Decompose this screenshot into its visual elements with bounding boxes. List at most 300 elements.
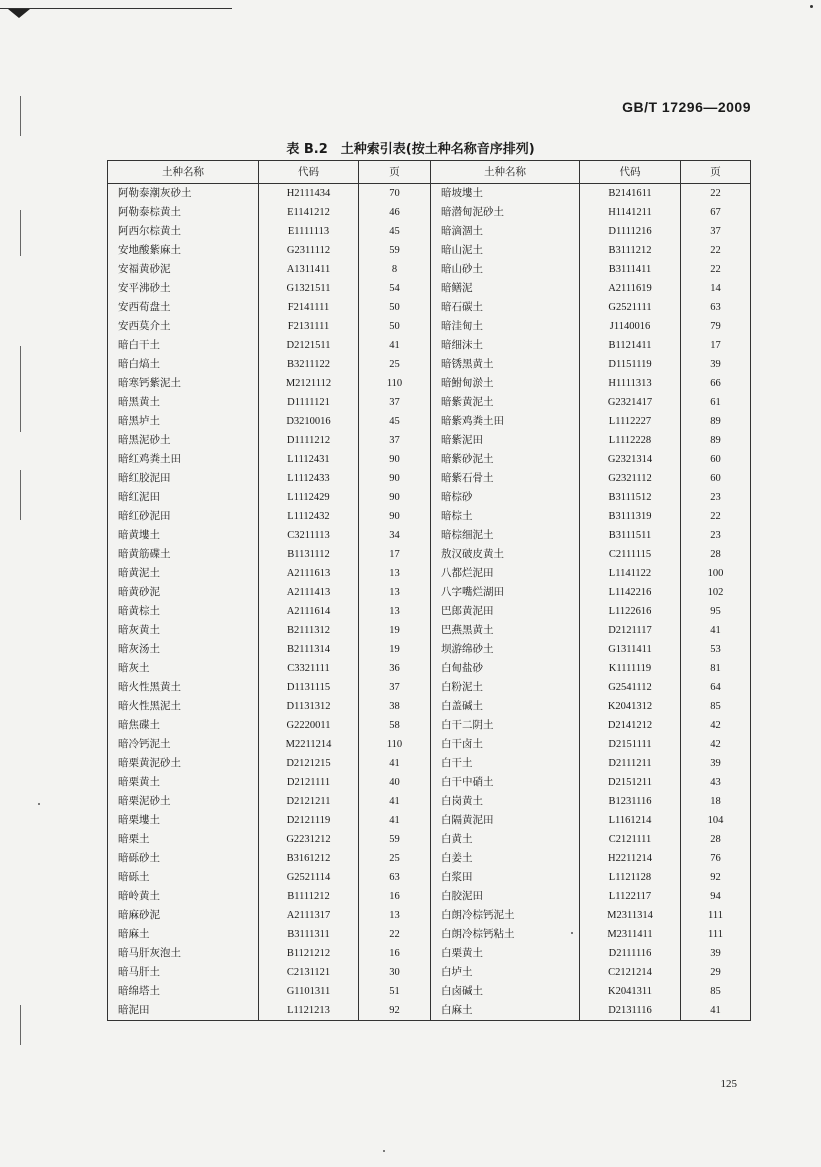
soil-name-cell: 八字嘴烂湖田 [431,583,580,602]
soil-code-cell: L1121128 [580,868,681,887]
soil-code-cell: C2121214 [580,963,681,982]
soil-code-cell: B1231116 [580,792,681,811]
soil-name-cell: 暗灰黄土 [108,621,259,640]
page-cell: 18 [681,792,751,811]
table-header-row [108,161,751,184]
soil-name-cell: 坝游绵砂土 [431,640,580,659]
soil-name-cell: 暗细沫土 [431,336,580,355]
page-cell: 89 [681,412,751,431]
page-cell: 13 [359,564,431,583]
page-cell: 28 [681,545,751,564]
page-cell: 13 [359,583,431,602]
soil-name-cell: 暗洼甸土 [431,317,580,336]
soil-code-cell: M2121112 [259,374,359,393]
soil-code-cell: G1321511 [259,279,359,298]
column-header-code: 代码 [580,161,681,184]
soil-code-cell: B3111511 [580,526,681,545]
soil-code-cell: D2131116 [580,1001,681,1021]
binding-mark [20,96,21,136]
soil-code-cell: G2321417 [580,393,681,412]
soil-name-cell: 暗紫鸡粪土田 [431,412,580,431]
soil-name-cell: 暗白干土 [108,336,259,355]
soil-name-cell: 暗鮒甸淤土 [431,374,580,393]
table-row [108,830,751,849]
page-cell: 110 [359,374,431,393]
page-cell: 39 [681,944,751,963]
soil-name-cell: 暗麻土 [108,925,259,944]
page-cell: 66 [681,374,751,393]
page-number: 125 [720,1078,737,1090]
soil-name-cell: 安西莫介土 [108,317,259,336]
soil-name-cell: 暗砾土 [108,868,259,887]
page-cell: 50 [359,298,431,317]
table-title: 表 B.2 土种索引表(按土种名称音序排列) [286,142,535,157]
soil-code-cell: B1121411 [580,336,681,355]
page-cell: 22 [681,260,751,279]
soil-code-cell: H1141211 [580,203,681,222]
soil-name-cell: 暗坡塿土 [431,184,580,204]
binding-mark [20,346,21,432]
table-row [108,716,751,735]
soil-name-cell: 暗栗土 [108,830,259,849]
soil-name-cell: 暗红泥田 [108,488,259,507]
soil-code-cell: D1111216 [580,222,681,241]
table-row [108,906,751,925]
soil-name-cell: 白胶泥田 [431,887,580,906]
table-row [108,659,751,678]
soil-code-cell: A2111317 [259,906,359,925]
soil-name-cell: 安福黄砂泥 [108,260,259,279]
soil-code-cell: E1111113 [259,222,359,241]
page-cell: 16 [359,887,431,906]
page-cell: 41 [681,1001,751,1021]
scan-speck [810,5,813,8]
page-cell: 53 [681,640,751,659]
soil-code-cell: L1121213 [259,1001,359,1021]
table-row [108,773,751,792]
page-cell: 45 [359,222,431,241]
page-cell: 90 [359,469,431,488]
page-cell: 54 [359,279,431,298]
table-row [108,526,751,545]
table-row [108,431,751,450]
soil-code-cell: G1101311 [259,982,359,1001]
soil-code-cell: B3111411 [580,260,681,279]
table-row [108,412,751,431]
table-row [108,203,751,222]
soil-code-cell: K1111119 [580,659,681,678]
table-row [108,925,751,944]
page-cell: 17 [681,336,751,355]
soil-code-cell: D1111121 [259,393,359,412]
soil-name-cell: 白盖碱土 [431,697,580,716]
soil-name-cell: 暗紫泥田 [431,431,580,450]
table-row [108,241,751,260]
soil-code-cell: L1122616 [580,602,681,621]
soil-code-cell: D2111116 [580,944,681,963]
soil-code-cell: B3161212 [259,849,359,868]
soil-name-cell: 白姜土 [431,849,580,868]
soil-name-cell: 暗黑泥砂土 [108,431,259,450]
soil-name-cell: 白干中硝土 [431,773,580,792]
soil-name-cell: 暗黄砂泥 [108,583,259,602]
page-cell: 23 [681,488,751,507]
soil-code-cell: D3210016 [259,412,359,431]
page-cell: 59 [359,241,431,260]
table-row [108,279,751,298]
page-cell: 22 [359,925,431,944]
table-row [108,982,751,1001]
page-cell: 19 [359,640,431,659]
soil-code-cell: D2121117 [580,621,681,640]
page-cell: 30 [359,963,431,982]
soil-name-cell: 暗绵塔土 [108,982,259,1001]
table-row [108,488,751,507]
soil-name-cell: 白黄土 [431,830,580,849]
page-cell: 41 [359,792,431,811]
soil-code-cell: A2111613 [259,564,359,583]
soil-name-cell: 暗栗塿土 [108,811,259,830]
soil-code-cell: G2321112 [580,469,681,488]
page-cell: 76 [681,849,751,868]
page-cell: 39 [681,754,751,773]
page-cell: 14 [681,279,751,298]
soil-name-cell: 暗焦碟土 [108,716,259,735]
page-cell: 92 [681,868,751,887]
column-header-name: 土种名称 [431,161,580,184]
soil-name-cell: 白隔黄泥田 [431,811,580,830]
table-row [108,944,751,963]
soil-code-cell: D2151111 [580,735,681,754]
soil-name-cell: 暗栗黄土 [108,773,259,792]
scan-speck [383,1150,385,1152]
page-cell: 85 [681,697,751,716]
soil-code-cell: L1112228 [580,431,681,450]
soil-name-cell: 安地酸紫麻土 [108,241,259,260]
soil-code-cell: D2141212 [580,716,681,735]
table-row [108,469,751,488]
soil-code-cell: L1112227 [580,412,681,431]
soil-name-cell: 暗马肝灰泡土 [108,944,259,963]
page-cell: 36 [359,659,431,678]
soil-name-cell: 暗紫黄泥土 [431,393,580,412]
soil-code-cell: J1140016 [580,317,681,336]
soil-code-cell: G2321314 [580,450,681,469]
soil-name-cell: 白麻土 [431,1001,580,1021]
page-cell: 42 [681,735,751,754]
soil-code-cell: L1141122 [580,564,681,583]
soil-code-cell: G2541112 [580,678,681,697]
soil-name-cell: 白栗黄土 [431,944,580,963]
page-cell: 89 [681,431,751,450]
soil-name-cell: 暗黑垆土 [108,412,259,431]
table-row [108,564,751,583]
table-row [108,298,751,317]
page-cell: 90 [359,450,431,469]
soil-code-cell: A2111614 [259,602,359,621]
page-cell: 94 [681,887,751,906]
soil-code-cell: L1122117 [580,887,681,906]
soil-name-cell: 暗山砂土 [431,260,580,279]
page-cell: 67 [681,203,751,222]
soil-code-cell: M2311314 [580,906,681,925]
soil-name-cell: 暗黄塿土 [108,526,259,545]
page-cell: 38 [359,697,431,716]
page-cell: 16 [359,944,431,963]
soil-name-cell: 白朗冷棕钙泥土 [431,906,580,925]
binding-mark [20,210,21,256]
table-row [108,811,751,830]
page-cell: 42 [681,716,751,735]
soil-code-cell: H2211214 [580,849,681,868]
soil-code-cell: H1111313 [580,374,681,393]
soil-name-cell: 暗砾砂土 [108,849,259,868]
soil-name-cell: 安平沸砂土 [108,279,259,298]
soil-name-cell: 暗黄筋碟土 [108,545,259,564]
standard-code: GB/T 17296—2009 [622,99,751,115]
soil-code-cell: L1112433 [259,469,359,488]
soil-name-cell: 白干土 [431,754,580,773]
soil-code-cell: B3111512 [580,488,681,507]
table-row [108,678,751,697]
table-row [108,545,751,564]
soil-name-cell: 暗栗黄泥砂土 [108,754,259,773]
soil-name-cell: 安西荀盘土 [108,298,259,317]
soil-code-cell: B1131112 [259,545,359,564]
soil-code-cell: H2111434 [259,184,359,204]
soil-name-cell: 暗火性黑泥土 [108,697,259,716]
table-row [108,1001,751,1021]
scan-speck [571,932,573,934]
page-cell: 90 [359,488,431,507]
scan-speck [38,803,40,805]
page-cell: 13 [359,906,431,925]
page-cell: 29 [681,963,751,982]
table-row [108,735,751,754]
soil-code-cell: K2041312 [580,697,681,716]
soil-name-cell: 暗锈黑黄土 [431,355,580,374]
soil-code-cell: C2111115 [580,545,681,564]
page-cell: 85 [681,982,751,1001]
soil-name-cell: 阿勒泰潮灰砂土 [108,184,259,204]
page-cell: 25 [359,355,431,374]
page-cell: 13 [359,602,431,621]
soil-code-cell: G1311411 [580,640,681,659]
soil-code-cell: D2121211 [259,792,359,811]
soil-code-cell: K2041311 [580,982,681,1001]
soil-name-cell: 敖汉破皮黄土 [431,545,580,564]
column-header-code: 代码 [259,161,359,184]
page-cell: 19 [359,621,431,640]
page-cell: 110 [359,735,431,754]
page-cell: 70 [359,184,431,204]
soil-name-cell: 暗冷钙泥土 [108,735,259,754]
page-cell: 92 [359,1001,431,1021]
page-cell: 22 [681,507,751,526]
soil-name-cell: 暗鳝泥 [431,279,580,298]
soil-code-cell: D1131115 [259,678,359,697]
page-cell: 22 [681,184,751,204]
page-cell: 41 [359,754,431,773]
soil-code-cell: C3321111 [259,659,359,678]
table-row [108,868,751,887]
page-cell: 43 [681,773,751,792]
table-row [108,260,751,279]
soil-code-cell: F2141111 [259,298,359,317]
soil-code-cell: B2111312 [259,621,359,640]
soil-name-cell: 暗泥田 [108,1001,259,1021]
soil-code-cell: D2121511 [259,336,359,355]
soil-name-cell: 暗火性黑黄土 [108,678,259,697]
table-row [108,583,751,602]
soil-name-cell: 白浆田 [431,868,580,887]
soil-name-cell: 暗黄棕土 [108,602,259,621]
page-cell: 63 [359,868,431,887]
page-cell: 104 [681,811,751,830]
page-cell: 51 [359,982,431,1001]
table-row [108,602,751,621]
soil-code-cell: D2121119 [259,811,359,830]
table-row [108,184,751,204]
column-header-name: 土种名称 [108,161,259,184]
page-cell: 60 [681,469,751,488]
table-row [108,963,751,982]
soil-name-cell: 暗红鸡粪土田 [108,450,259,469]
soil-name-cell: 暗棕砂 [431,488,580,507]
soil-name-cell: 暗棕细泥土 [431,526,580,545]
column-header-page: 页 [681,161,751,184]
soil-code-cell: B3111212 [580,241,681,260]
soil-code-cell: C2121111 [580,830,681,849]
page-cell: 111 [681,906,751,925]
soil-code-cell: M2211214 [259,735,359,754]
page-cell: 59 [359,830,431,849]
soil-name-cell: 暗岭黄土 [108,887,259,906]
soil-code-cell: F2131111 [259,317,359,336]
page-cell: 58 [359,716,431,735]
soil-code-cell: D2121215 [259,754,359,773]
soil-code-cell: M2311411 [580,925,681,944]
page-cell: 102 [681,583,751,602]
corner-crop-mark [0,4,232,18]
soil-name-cell: 暗滴涸土 [431,222,580,241]
table-row [108,393,751,412]
soil-index-table [107,160,751,1021]
soil-name-cell: 暗红胶泥田 [108,469,259,488]
soil-name-cell: 暗紫石骨土 [431,469,580,488]
soil-code-cell: D1111212 [259,431,359,450]
table-row [108,697,751,716]
soil-code-cell: G2311112 [259,241,359,260]
page-cell: 95 [681,602,751,621]
column-header-page: 页 [359,161,431,184]
soil-name-cell: 暗寒钙紫泥土 [108,374,259,393]
binding-mark [20,470,21,520]
page-cell: 50 [359,317,431,336]
soil-code-cell: B1111212 [259,887,359,906]
soil-code-cell: B3111319 [580,507,681,526]
page-cell: 28 [681,830,751,849]
soil-name-cell: 白干二阴土 [431,716,580,735]
soil-name-cell: 暗麻砂泥 [108,906,259,925]
soil-name-cell: 白干卤土 [431,735,580,754]
soil-code-cell: D1131312 [259,697,359,716]
soil-name-cell: 暗潜甸泥砂土 [431,203,580,222]
soil-code-cell: B1121212 [259,944,359,963]
soil-name-cell: 暗白熇土 [108,355,259,374]
table-row [108,887,751,906]
soil-name-cell: 暗灰土 [108,659,259,678]
page-cell: 40 [359,773,431,792]
soil-code-cell: L1142216 [580,583,681,602]
page-cell: 61 [681,393,751,412]
page-cell: 37 [359,678,431,697]
table-row [108,336,751,355]
soil-name-cell: 暗灰汤土 [108,640,259,659]
soil-code-cell: B2141611 [580,184,681,204]
soil-code-cell: L1112431 [259,450,359,469]
table-row [108,450,751,469]
page-cell: 46 [359,203,431,222]
page-cell: 39 [681,355,751,374]
soil-name-cell: 暗栗泥砂土 [108,792,259,811]
page-cell: 37 [359,393,431,412]
soil-code-cell: D2121111 [259,773,359,792]
table-row [108,792,751,811]
soil-name-cell: 八都烂泥田 [431,564,580,583]
soil-code-cell: B2111314 [259,640,359,659]
table-row [108,849,751,868]
soil-code-cell: C2131121 [259,963,359,982]
soil-code-cell: D2151211 [580,773,681,792]
binding-mark [20,1005,21,1045]
soil-name-cell: 白朗冷棕钙粘土 [431,925,580,944]
page-cell: 41 [681,621,751,640]
table-row [108,621,751,640]
soil-code-cell: E1141212 [259,203,359,222]
soil-name-cell: 阿勒泰棕黄土 [108,203,259,222]
soil-name-cell: 白垆土 [431,963,580,982]
page-cell: 37 [681,222,751,241]
soil-name-cell: 白甸盐砂 [431,659,580,678]
soil-name-cell: 巴郎黄泥田 [431,602,580,621]
page-cell: 17 [359,545,431,564]
table-row [108,640,751,659]
page-cell: 34 [359,526,431,545]
soil-name-cell: 暗棕土 [431,507,580,526]
table-row [108,355,751,374]
soil-code-cell: D2111211 [580,754,681,773]
soil-name-cell: 白卤碱土 [431,982,580,1001]
soil-name-cell: 阿西尔棕黄土 [108,222,259,241]
page-cell: 81 [681,659,751,678]
page-cell: 23 [681,526,751,545]
soil-name-cell: 暗紫砂泥土 [431,450,580,469]
soil-code-cell: A1311411 [259,260,359,279]
table-row [108,754,751,773]
page-cell: 63 [681,298,751,317]
table-row [108,317,751,336]
page-cell: 45 [359,412,431,431]
soil-code-cell: L1112432 [259,507,359,526]
soil-name-cell: 暗马肝土 [108,963,259,982]
page-cell: 37 [359,431,431,450]
soil-code-cell: A2111413 [259,583,359,602]
page-cell: 8 [359,260,431,279]
soil-name-cell: 巴燕黑黄土 [431,621,580,640]
soil-code-cell: B3111311 [259,925,359,944]
page-cell: 22 [681,241,751,260]
